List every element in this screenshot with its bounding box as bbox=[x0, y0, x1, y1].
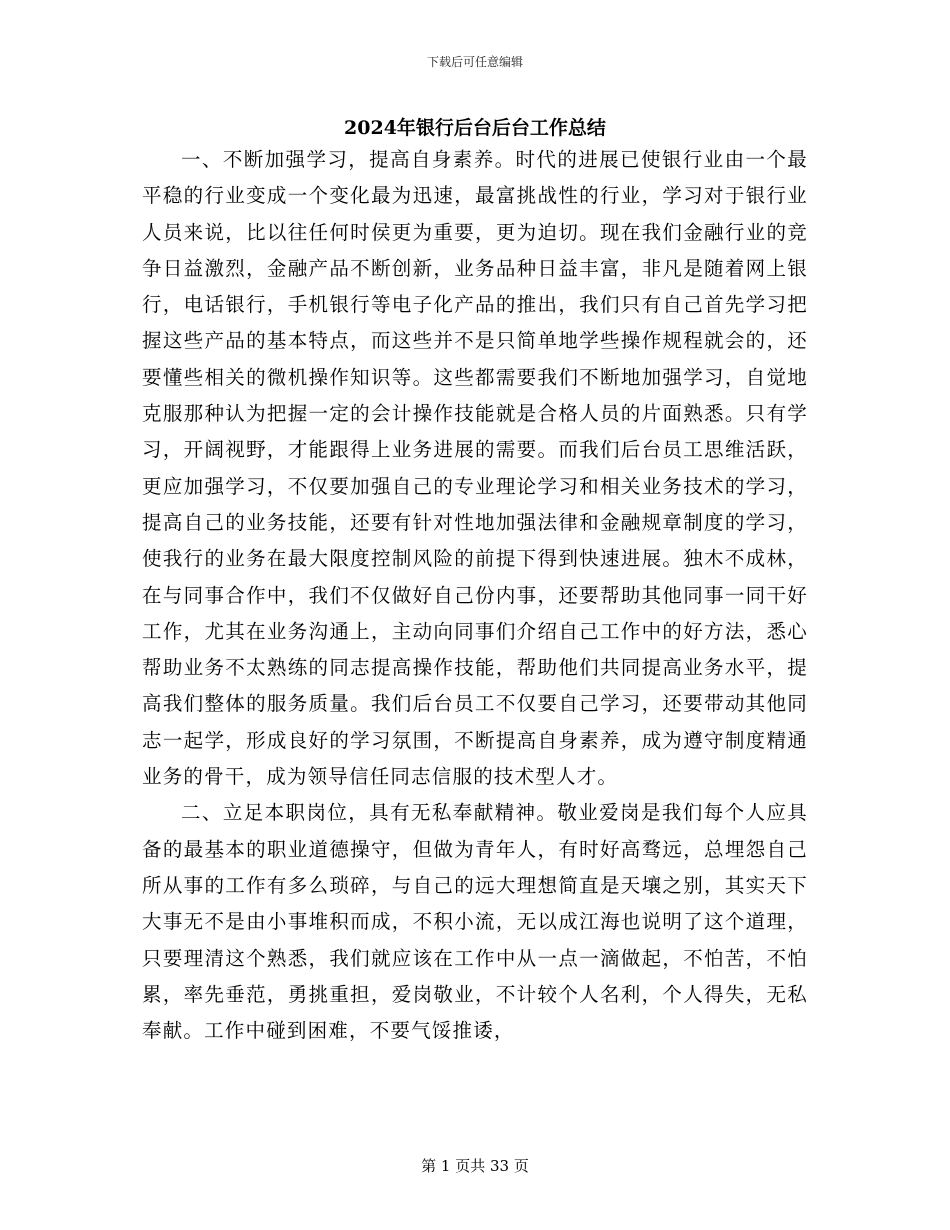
page-header-note: 下载后可任意编辑 bbox=[426, 55, 523, 69]
page-number-footer: 第 1 页共 33 页 bbox=[421, 1157, 529, 1175]
document-body bbox=[142, 142, 808, 1049]
paragraph-1: 一、不断加强学习，提高自身素养。时代的进展已使银行业由一个最平稳的行业变成一个变化最为迅速，最富挑战性的行业，学习对于银行业人员来说，比以往任何时侯更为重要，更为迫切。现在我们金融行业的竞争日益激烈，金融产品不断创新，业务品种日益丰富，非凡是随着网上银行，电话银行，手机银行等电子化产品的推出，我们只有自己首先学习把握这些产品的基本特点，而这些并不是只简单地学些操作规程就会的，还要懂些相关的微机操作知识等。这些都需要我们不断地加强学习，自觉地克服那种认为把握一定的会计操作技能就是合格人员的片面熟悉。只有学习，开阔视野，才能跟得上业务进展的需要。而我们后台员工思维活跃，更应加强学习，不仅要加强自己的专业理论学习和相关业务技术的学习，提高自己的业务技能，还要有针对性地加强法律和金融规章制度的学习，使我行的业务在最大限度控制风险的前提下得到快速进展。独木不成林，在与同事合作中，我们不仅做好自己份内事，还要帮助其他同事一同干好工作，尤其在业务沟通上，主动向同事们介绍自己工作中的好方法，悉心帮助业务不太熟练的同志提高操作技能，帮助他们共同提高业务水平，提高我们整体的服务质量。我们后台员工不仅要自己学习，还要带动其他同志一起学，形成良好的学习氛围，不断提高自身素养，成为遵守制度精通业务的骨干，成为领导信任同志信服的技术型人才。 bbox=[142, 148, 808, 789]
paragraph-2: 二、立足本职岗位，具有无私奉献精神。敬业爱岗是我们每个人应具备的最基本的职业道德操守，但做为青年人，有时好高骛远，总埋怨自己所从事的工作有多么琐碎，与自己的远大理想简直是天壤之别，其实天下大事无不是由小事堆积而成，不积小流，无以成江海也说明了这个道理，只要理清这个熟悉，我们就应该在工作中从一点一滴做起，不怕苦，不怕累，率先垂范，勇挑重担，爱岗敬业，不计较个人名利，个人得失，无私奉献。工作中碰到困难，不要气馁推诿， bbox=[142, 801, 808, 1043]
document-title: 2024年银行后台后台工作总结 bbox=[344, 117, 606, 139]
